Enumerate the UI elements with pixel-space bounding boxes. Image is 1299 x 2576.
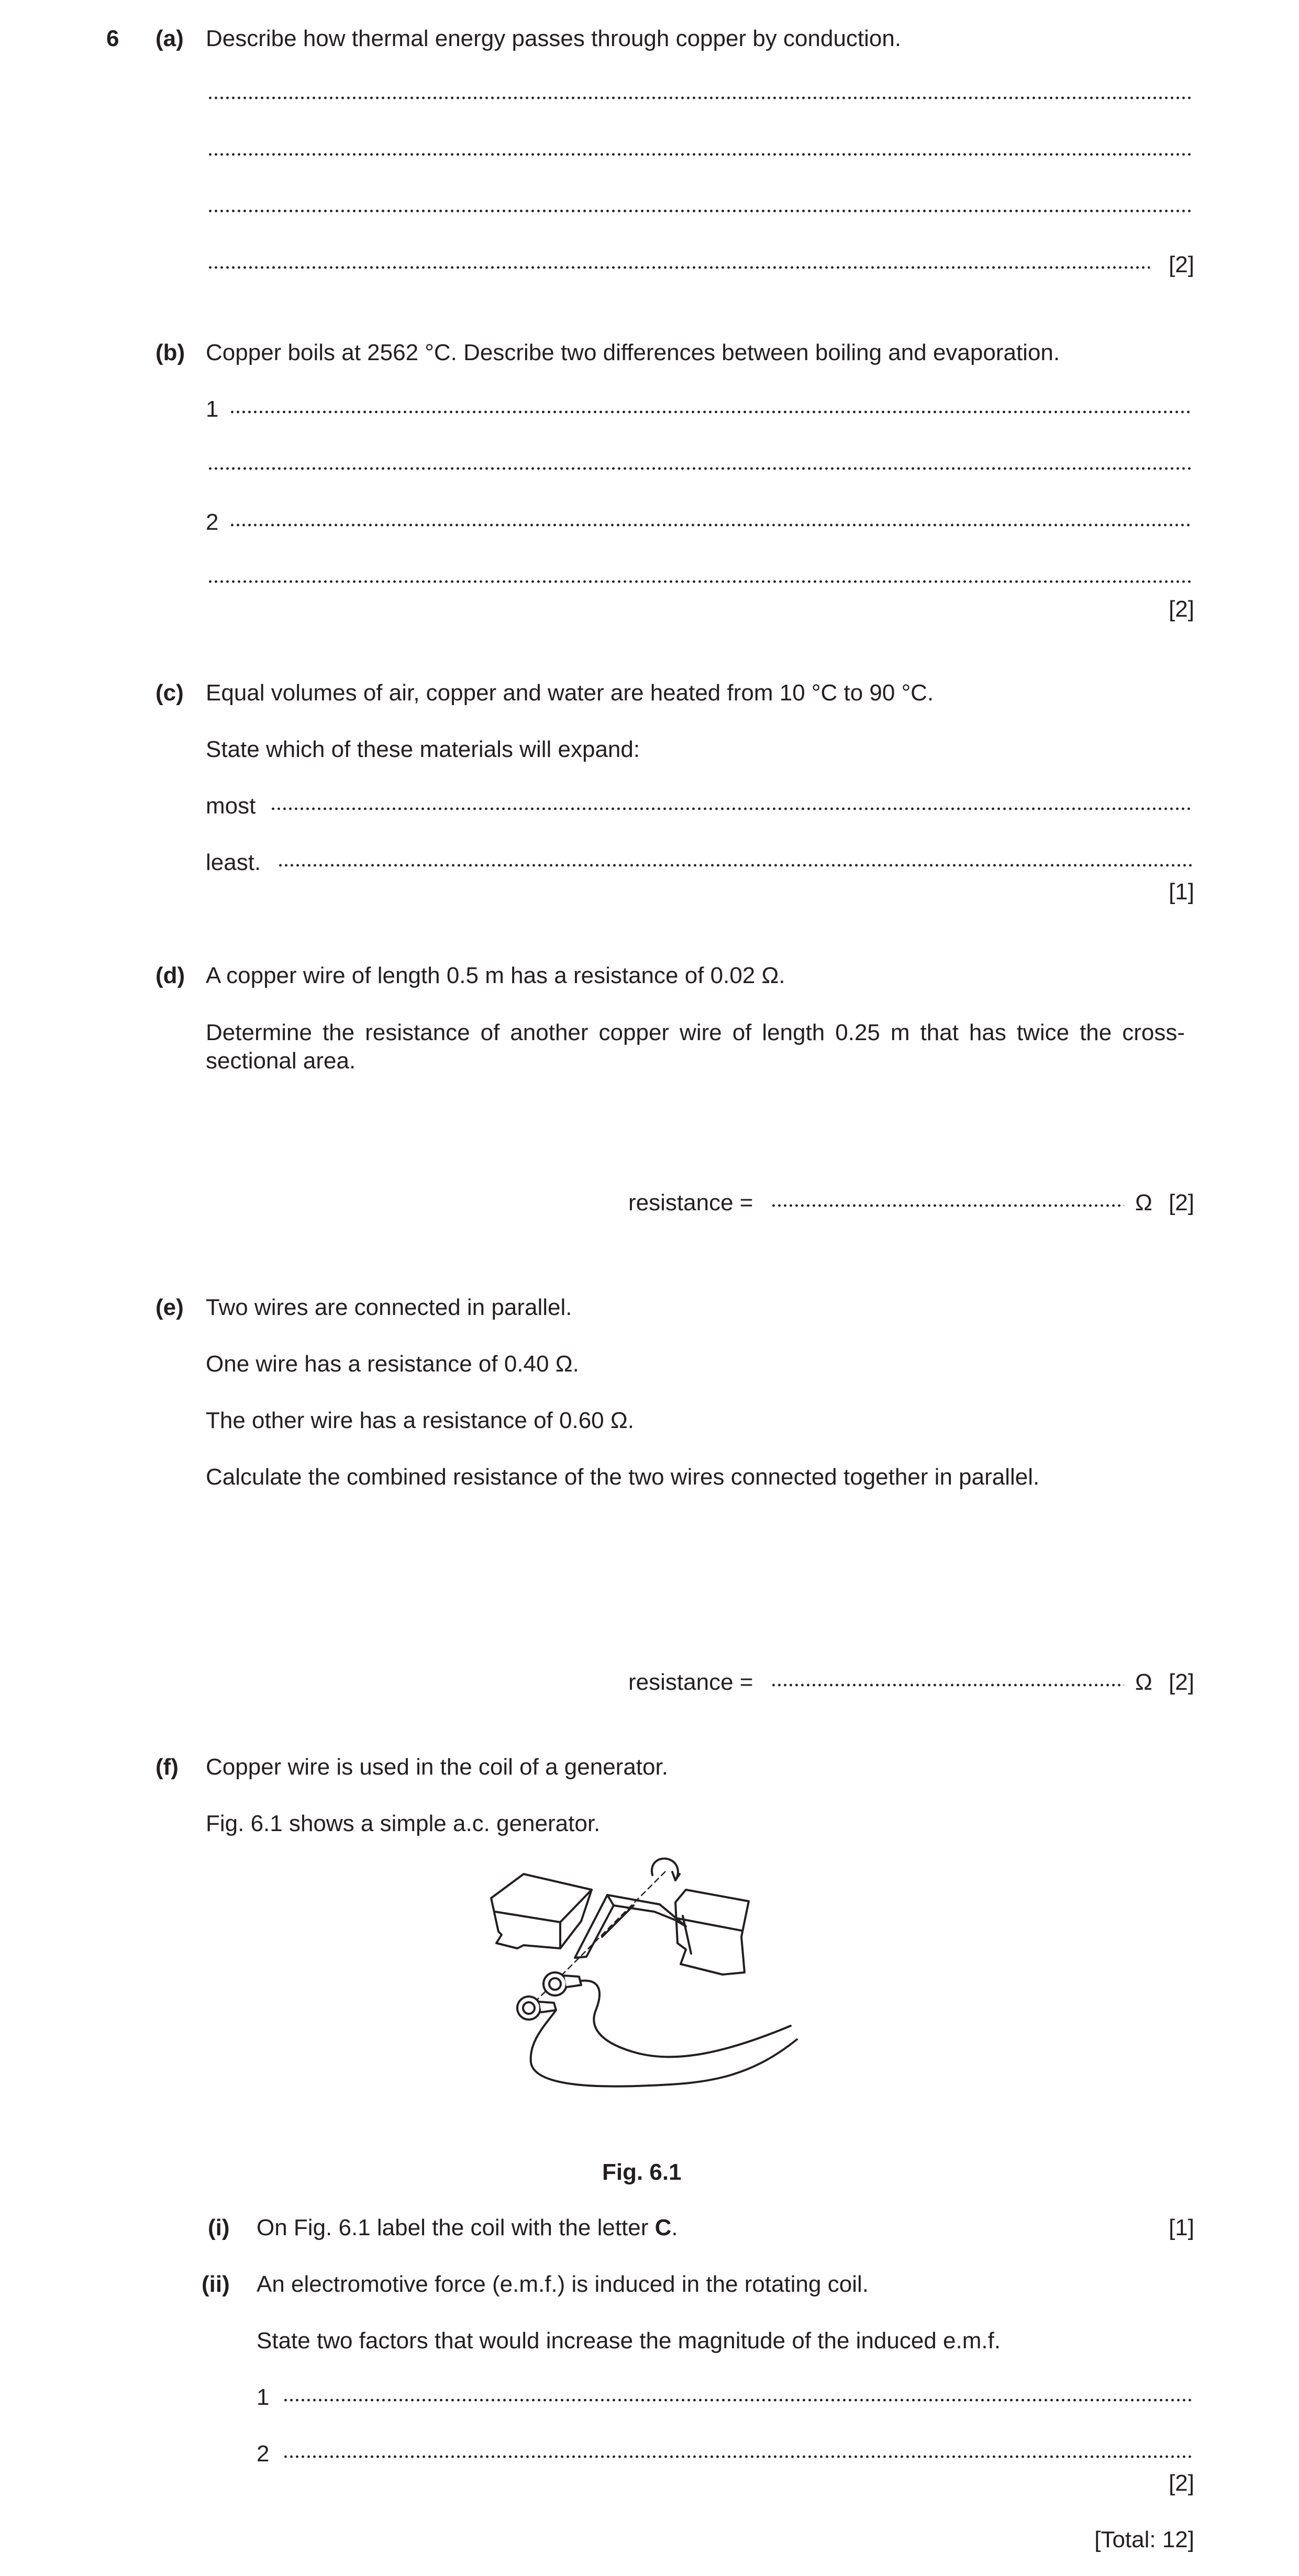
part-b-line2-number: 2 xyxy=(206,509,219,535)
part-f-ii-marks: [2] xyxy=(1169,2470,1194,2496)
part-c-label: (c) xyxy=(156,680,184,706)
external-wires xyxy=(531,1981,797,2087)
answer-line-a2[interactable] xyxy=(207,153,1192,156)
answer-line-f-ii-2[interactable] xyxy=(283,2455,1192,2458)
answer-line-least[interactable] xyxy=(277,864,1192,867)
answer-line-f-ii-1[interactable] xyxy=(283,2399,1192,2402)
answer-line-b2[interactable] xyxy=(229,523,1192,527)
part-e-answer-label: resistance = xyxy=(628,1669,753,1695)
part-c-instruction: State which of these materials will expand: xyxy=(206,737,640,762)
generator-figure[interactable] xyxy=(476,1853,843,2125)
part-b-line1-number: 1 xyxy=(206,396,219,422)
part-e-line2: The other wire has a resistance of 0.60 Ω. xyxy=(206,1408,634,1433)
answer-line-e[interactable] xyxy=(771,1683,1124,1687)
coil xyxy=(575,1895,686,1958)
part-f-ii-line2-number: 2 xyxy=(257,2441,270,2467)
part-a-question: Describe how thermal energy passes through copper by conduction. xyxy=(206,26,902,51)
part-a-marks: [2] xyxy=(1169,252,1194,277)
part-c-marks: [1] xyxy=(1169,879,1194,905)
part-f-i-period: . xyxy=(671,2215,678,2240)
answer-line-a3[interactable] xyxy=(207,209,1192,213)
part-f-ii-question: An electromotive force (e.m.f.) is induced in the rotating coil. xyxy=(257,2271,869,2297)
part-b-marks: [2] xyxy=(1169,596,1194,622)
coil-letter: C xyxy=(654,2215,672,2240)
part-d-answer-label: resistance = xyxy=(628,1190,753,1215)
part-f-label: (f) xyxy=(156,1754,179,1780)
part-c-question: Equal volumes of air, copper and water are heated from 10 °C to 90 °C. xyxy=(206,680,934,706)
part-d-question: A copper wire of length 0.5 m has a resistance of 0.02 Ω. xyxy=(206,963,785,988)
answer-line-a1[interactable] xyxy=(207,96,1192,99)
part-f-i-label: (i) xyxy=(208,2215,230,2240)
part-f-i-question xyxy=(257,2214,678,2242)
part-d-instruction: Determine the resistance of another copper wire of length 0.25 m that has twice the cross-sectional area. xyxy=(206,1020,1185,1074)
part-c-least-label: least. xyxy=(206,850,261,875)
part-f-question: Copper wire is used in the coil of a generator. xyxy=(206,1754,668,1780)
answer-line-d[interactable] xyxy=(771,1204,1124,1207)
left-magnet-pole xyxy=(491,1874,592,1948)
answer-line-b2-cont[interactable] xyxy=(207,580,1192,583)
part-e-marks: [2] xyxy=(1169,1669,1194,1695)
part-e-unit: Ω xyxy=(1135,1669,1152,1695)
part-b-label: (b) xyxy=(156,340,185,365)
part-a-label: (a) xyxy=(156,26,184,51)
part-f-i-marks: [1] xyxy=(1169,2215,1194,2240)
part-e-label: (e) xyxy=(156,1295,184,1320)
answer-line-b1[interactable] xyxy=(229,410,1192,414)
part-f-ii-line1-number: 1 xyxy=(257,2384,270,2410)
part-e-instruction: Calculate the combined resistance of the two wires connected together in parallel. xyxy=(206,1464,1040,1490)
part-d-unit: Ω xyxy=(1135,1190,1152,1215)
right-magnet-pole xyxy=(675,1890,749,1975)
answer-line-most[interactable] xyxy=(270,807,1192,810)
part-d-label: (d) xyxy=(156,963,185,988)
part-b-question: Copper boils at 2562 °C. Describe two differences between boiling and evaporation. xyxy=(206,340,1060,365)
answer-line-b1-cont[interactable] xyxy=(207,467,1192,470)
part-e-line1: One wire has a resistance of 0.40 Ω. xyxy=(206,1351,579,1377)
rotation-arrow xyxy=(652,1858,680,1880)
part-f-figure-intro: Fig. 6.1 shows a simple a.c. generator. xyxy=(206,1811,601,1836)
part-f-ii-instruction: State two factors that would increase the magnitude of the induced e.m.f. xyxy=(257,2328,1001,2354)
part-f-i-text: On Fig. 6.1 label the coil with the letter xyxy=(257,2215,655,2240)
figure-caption: Fig. 6.1 xyxy=(602,2159,682,2185)
part-d-marks: [2] xyxy=(1169,1190,1194,1215)
part-e-question: Two wires are connected in parallel. xyxy=(206,1295,572,1320)
question-number: 6 xyxy=(106,26,119,51)
part-c-most-label: most xyxy=(206,793,256,819)
part-f-ii-label: (ii) xyxy=(202,2271,230,2297)
total-marks: [Total: 12] xyxy=(1094,2527,1194,2552)
answer-line-a4[interactable] xyxy=(207,266,1150,269)
